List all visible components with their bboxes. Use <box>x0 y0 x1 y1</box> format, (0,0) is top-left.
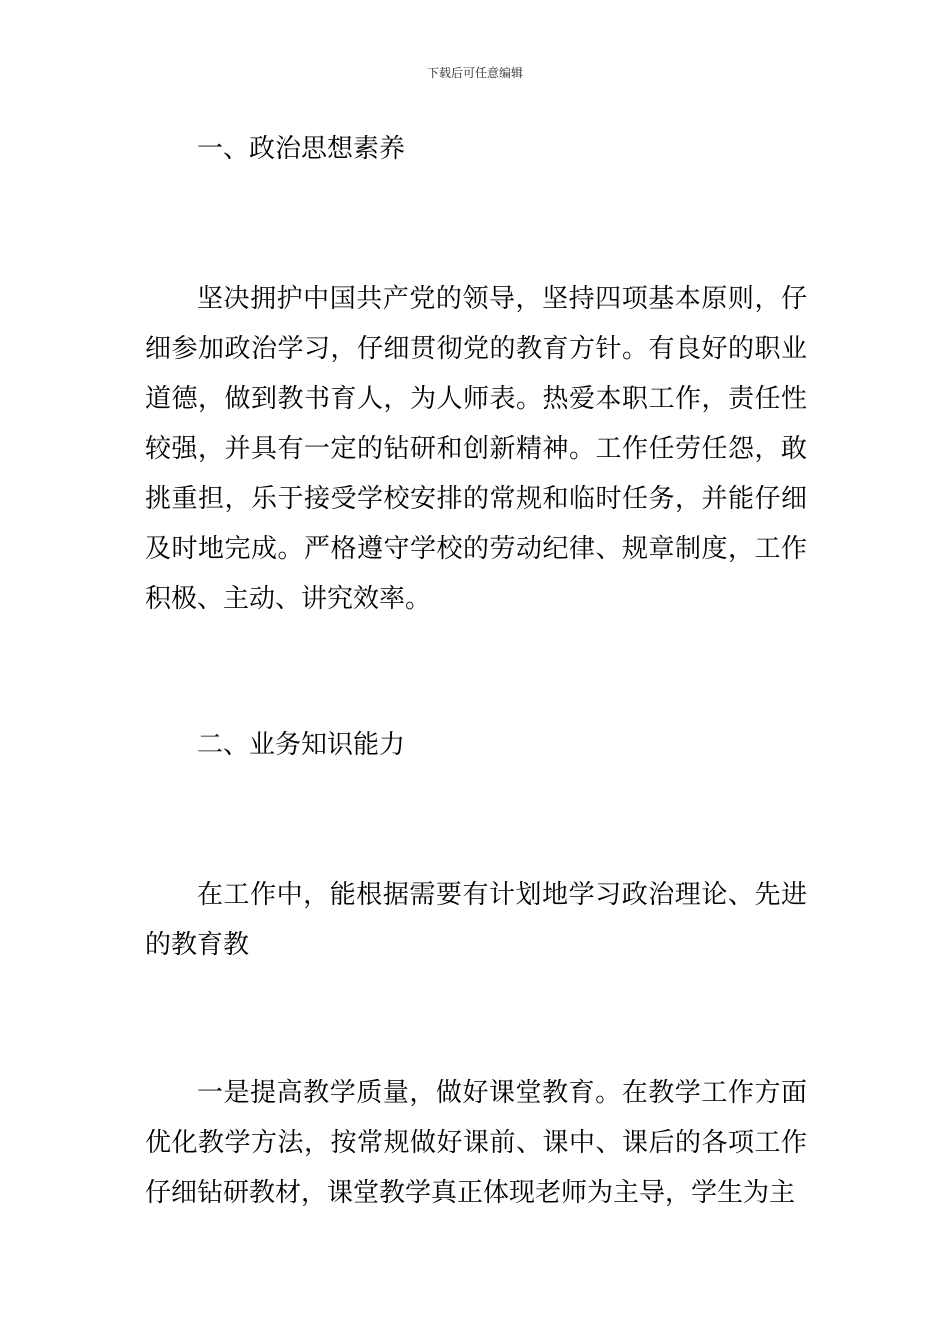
paragraph-political-quality: 坚决拥护中国共产党的领导，坚持四项基本原则，仔细参加政治学习，仔细贯彻党的教育方针。有良好的职业道德，做到教书育人，为人师表。热爱本职工作，责任性较强，并具有一定的钻研和创新精神。工作任劳任怨，敢挑重担，乐于接受学校安排的常规和临时任务，并能仔细及时地完成。严格遵守学校的劳动纪律、规章制度，工作积极、主动、讲究效率。 <box>145 284 807 614</box>
paragraph-professional-study: 在工作中，能根据需要有计划地学习政治理论、先进的教育教 <box>145 880 807 960</box>
page-header-note: 下载后可任意编辑 <box>426 66 523 80</box>
section-heading-political: 一、政治思想素养 <box>197 134 406 164</box>
section-heading-professional: 二、业务知识能力 <box>197 730 406 760</box>
paragraph-teaching-quality: 一是提高教学质量，做好课堂教育。在教学工作方面优化教学方法，按常规做好课前、课中、课后的各项工作仔细钻研教材，课堂教学真正体现老师为主导，学生为主 <box>145 1078 807 1208</box>
